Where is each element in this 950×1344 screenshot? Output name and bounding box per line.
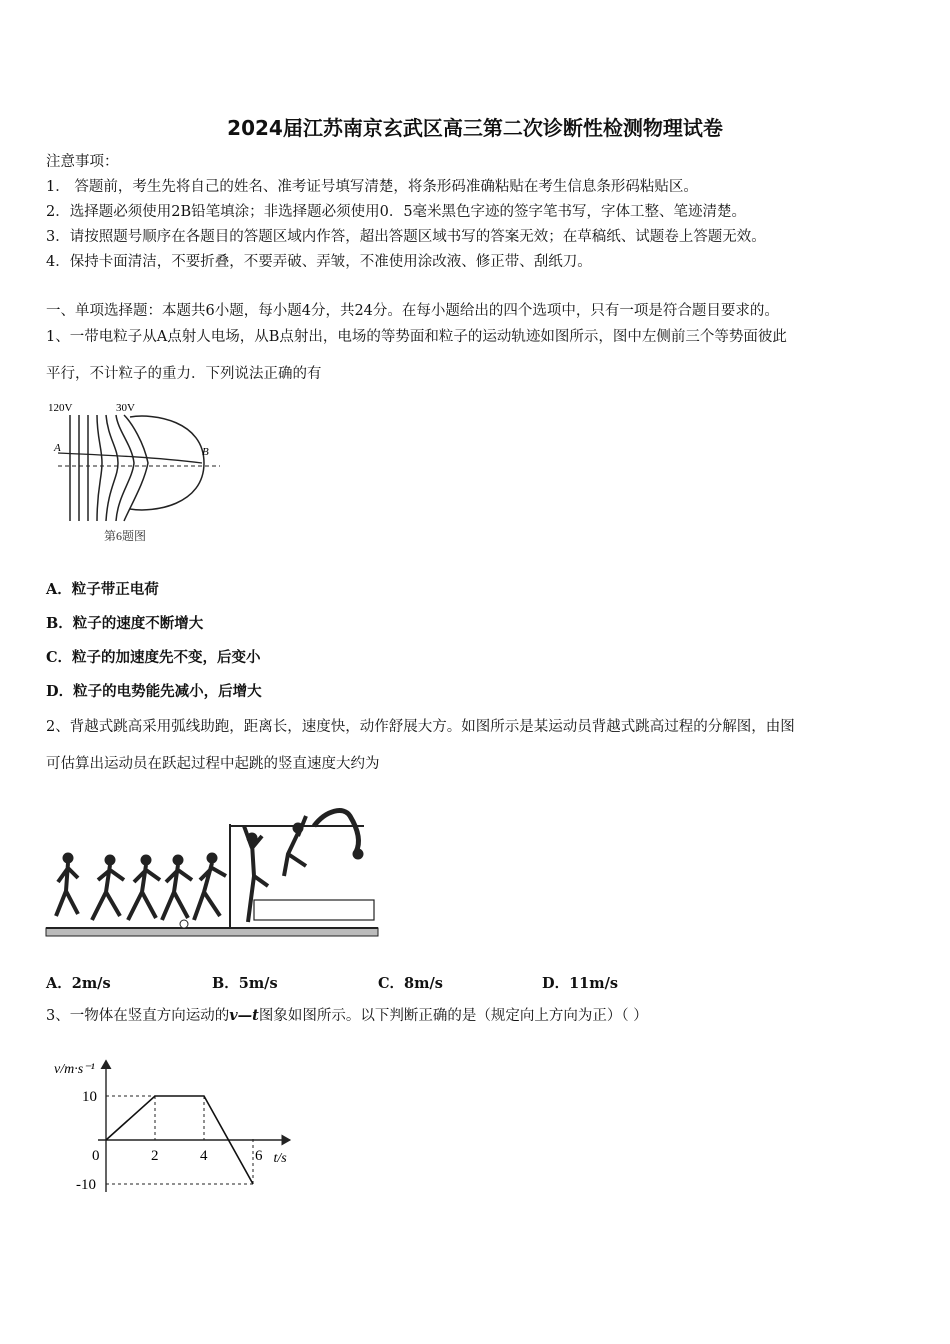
landing-mat (254, 900, 374, 920)
figure-caption: 第6题图 (104, 529, 147, 543)
q1-option-c: C．粒子的加速度先不变，后变小 (46, 649, 261, 666)
label-120v: 120V (48, 402, 73, 414)
x-tick-6: 6 (255, 1148, 263, 1164)
x-tick-0: 0 (92, 1148, 100, 1164)
q2-high-jump-figure (44, 796, 384, 942)
ground (46, 928, 378, 936)
x-axis-label: t/s (273, 1151, 287, 1166)
label-a: A (54, 442, 61, 454)
q2-stem-line1: 2、背越式跳高采用弧线助跑，距离长，速度快，动作舒展大方。如图所示是某运动员背越式跳高过程的分解图，由图 (46, 719, 795, 735)
equipotential-lines (70, 415, 204, 521)
notice-item-1: 1． 答题前，考生先将自己的姓名、准考证号填写清楚，将条形码准确粘贴在考生信息条形码粘贴区。 (46, 179, 698, 195)
notice-item-4: 4．保持卡面清洁，不要折叠，不要弄破、弄皱，不准使用涂改液、修正带、刮纸刀。 (46, 254, 592, 270)
q2-stem-line2: 可估算出运动员在跃起过程中起跳的竖直速度大约为 (46, 756, 380, 772)
notice-heading: 注意事项： (46, 154, 119, 170)
q3-vt-chart (44, 1040, 314, 1200)
q3-stem-suffix: 图象如图所示。以下判断正确的是（规定向上方向为正）（ ） (258, 1008, 648, 1024)
q1-option-d: D．粒子的电势能先减小，后增大 (46, 683, 262, 700)
athlete-figures (56, 811, 363, 928)
q3-vt-symbol: v—t (229, 1007, 259, 1024)
y-axis-label: v/m·s⁻¹ (54, 1061, 95, 1077)
y-tick-10: 10 (82, 1089, 97, 1105)
q2-option-b: B．5m/s (212, 975, 278, 992)
q3-stem (46, 1006, 648, 1026)
page-title: 2024届江苏南京玄武区高三第二次诊断性检测物理试卷 (227, 116, 723, 140)
x-tick-4: 4 (200, 1148, 208, 1164)
q2-option-a: A．2m/s (46, 975, 111, 992)
y-tick-minus-10: -10 (76, 1177, 96, 1193)
label-b: B (202, 446, 209, 458)
label-30v: 30V (116, 402, 135, 414)
q1-option-b: B．粒子的速度不断增大 (46, 615, 204, 632)
q2-option-d: D．11m/s (542, 975, 619, 992)
notice-item-2: 2．选择题必须使用2B铅笔填涂；非选择题必须使用0．5毫米黑色字迹的签字笔书写，字体工整、笔迹清楚。 (46, 204, 747, 220)
notice-item-3: 3．请按照题号顺序在各题目的答题区域内作答，超出答题区域书写的答案无效；在草稿纸、试题卷上答题无效。 (46, 229, 766, 245)
q3-stem-prefix: 3、一物体在竖直方向运动的 (46, 1008, 230, 1024)
x-tick-2: 2 (151, 1148, 159, 1164)
q1-equipotential-figure (44, 393, 234, 553)
q1-option-a: A．粒子带正电荷 (46, 581, 159, 598)
q2-option-c: C．8m/s (378, 975, 443, 992)
section-heading: 一、单项选择题：本题共6小题，每小题4分，共24分。在每小题给出的四个选项中，只有一项是符合题目要求的。 (46, 303, 779, 319)
q1-stem-line1: 1、一带电粒子从A点射人电场，从B点射出，电场的等势面和粒子的运动轨迹如图所示，图中左侧前三个等势面彼此 (46, 329, 787, 345)
q1-stem-line2: 平行，不计粒子的重力．下列说法正确的有 (46, 366, 322, 382)
